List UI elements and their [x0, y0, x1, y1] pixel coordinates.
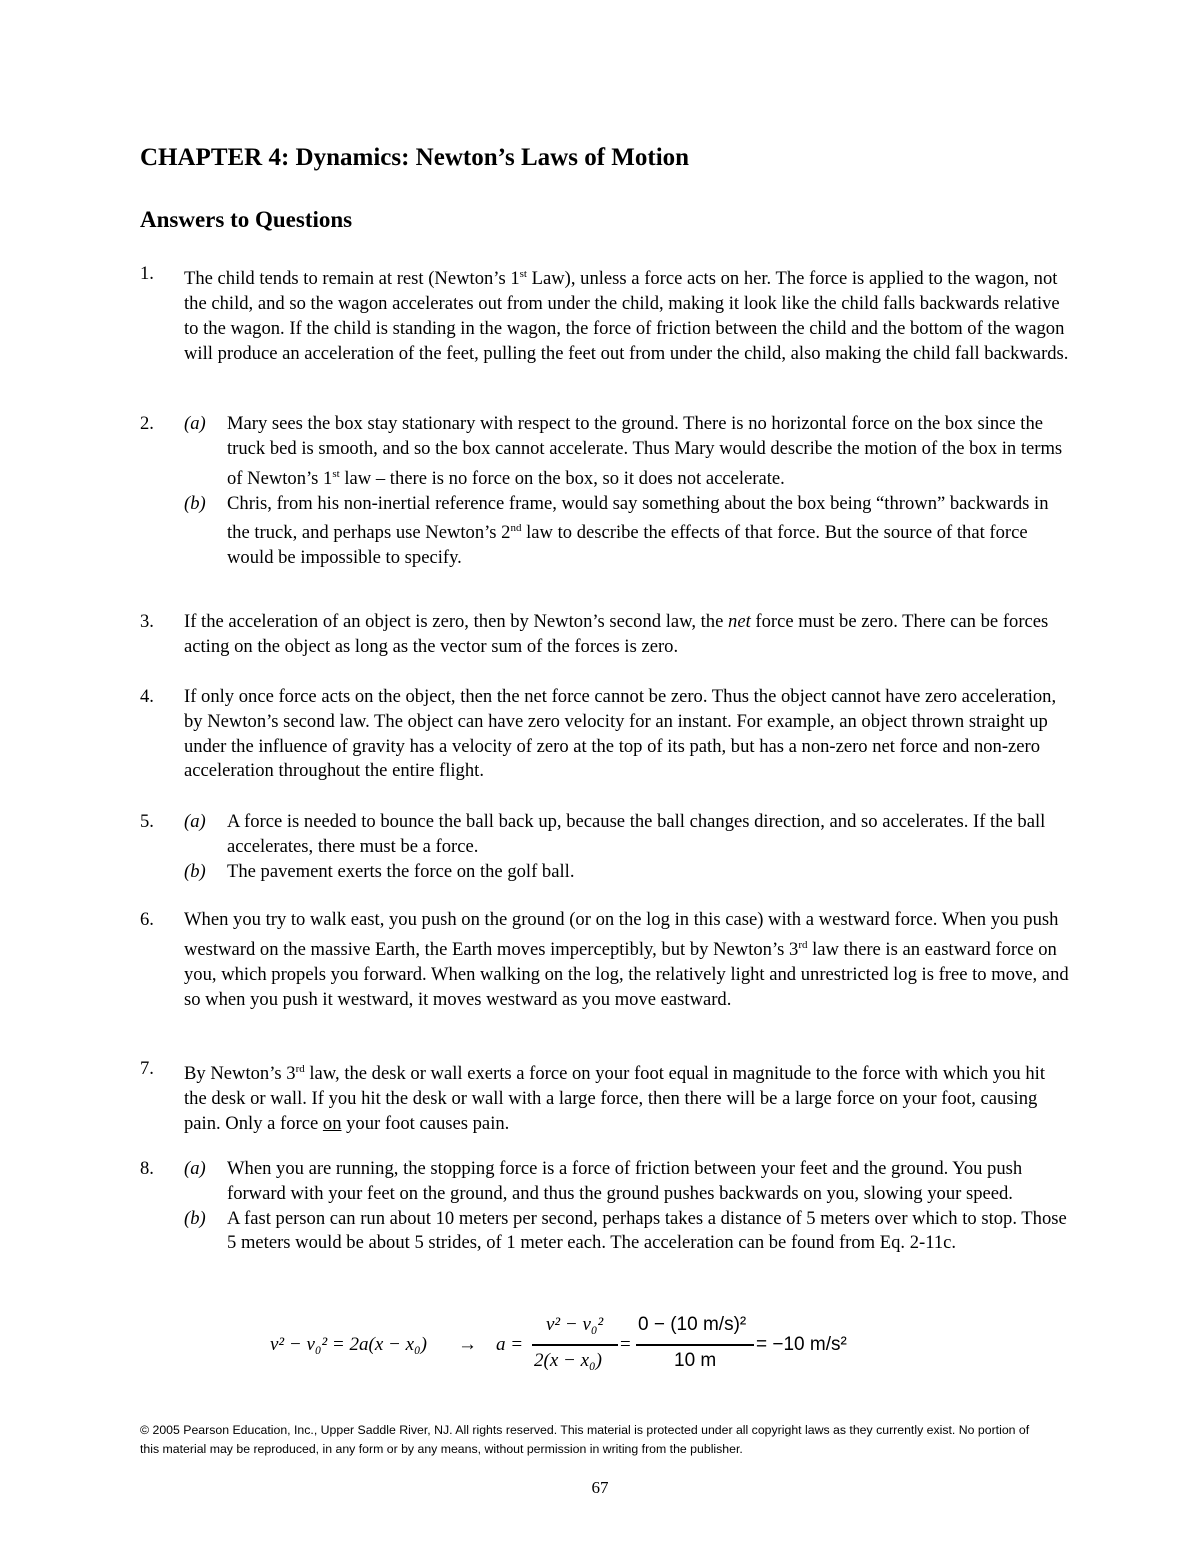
equation-lhs: v² − v₀² = 2a(x − x₀)	[270, 1334, 427, 1355]
part-label: (b)	[184, 1207, 206, 1229]
fraction-2-bar	[636, 1344, 754, 1346]
question-number: 7.	[140, 1058, 154, 1079]
question-number: 1.	[140, 263, 154, 284]
equals-sign: =	[620, 1334, 631, 1355]
answer-part-b: (b) A fast person can run about 10 meters per second, perhaps takes a distance of 5 meters over which to stop. Those 5 meters would be about 5 strides, of 1 meter each. The acceleration can be found from Eq. 2-11c.	[184, 1207, 1067, 1254]
answer-text: If the acceleration of an object is zero, then by Newton’s second law, the net force must be zero. There can be forces acting on the object as long as the vector sum of the forces is zero.	[184, 611, 1049, 657]
fraction-1-denominator: 2(x − x₀)	[534, 1350, 602, 1371]
arrow-icon: →	[458, 1334, 477, 1355]
fraction-1-numerator: v² − v₀²	[546, 1314, 604, 1335]
fraction-2-numerator: 0 − (10 m/s)²	[638, 1314, 747, 1335]
question-number: 3.	[140, 611, 154, 632]
question-number: 6.	[140, 909, 154, 930]
question-number: 2.	[140, 413, 154, 434]
answer-part-b: (b) The pavement exerts the force on the golf ball.	[184, 860, 1070, 885]
kinematics-equation	[270, 1312, 890, 1382]
question-5	[140, 810, 1070, 884]
question-8	[140, 1157, 1070, 1256]
fraction-2-denominator: 10 m	[674, 1350, 717, 1371]
question-6	[140, 908, 1070, 1012]
answer-part-a: (a) When you are running, the stopping force is a force of friction between your feet and the ground. You push forward with your feet on the ground, and thus the ground pushes backwards on you, slowing your speed.	[184, 1158, 1023, 1204]
fraction-1-bar	[532, 1344, 618, 1346]
section-title: Answers to Questions	[140, 207, 353, 232]
page-number: 67	[591, 1478, 609, 1497]
chapter-title: CHAPTER 4: Dynamics: Newton’s Laws of Motion	[140, 144, 690, 171]
answer-text: By Newton’s 3rd law, the desk or wall exerts a force on your foot equal in magnitude to the force with which you hit the desk or wall. If you hit the desk or wall with a large force, then there will be a large force on your foot, causing pain. Only a force on your foot causes pain.	[184, 1063, 1045, 1134]
question-number: 5.	[140, 811, 154, 832]
question-3	[140, 610, 1070, 660]
part-label: (b)	[184, 492, 206, 514]
answer-text: If only once force acts on the object, then the net force cannot be zero. Thus the object cannot have zero acceleration, by Newton’s second law. The object can have zero velocity for an instant. For example, an object thrown straight up under the influence of gravity has a velocity of zero at the top of its path, but has a non-zero net force and non-zero acceleration throughout the entire flight.	[184, 686, 1057, 782]
answer-part-b: (b) Chris, from his non-inertial reference frame, would say something about the box being “thrown” backwards in the truck, and perhaps use Newton’s 2nd law to describe the effects of that force. But the source of that force would be impossible to specify.	[184, 492, 1049, 569]
part-label: (a)	[184, 1158, 206, 1179]
answer-text: The child tends to remain at rest (Newton’s 1st Law), unless a force acts on her. The force is applied to the wagon, not the child, and so the wagon accelerates out from under the child, making it look like the child falls backwards relative to the wagon. If the child is standing in the wagon, the force of friction between the child and the bottom of the wagon will produce an acceleration of the feet, pulling the feet out from under the child, also making the child fall backwards.	[184, 268, 1069, 364]
question-number: 4.	[140, 686, 154, 707]
answer-part-a: (a) A force is needed to bounce the ball back up, because the ball changes direction, and so accelerates. If the ball accelerates, there must be a force.	[184, 811, 1046, 857]
answer-part-a: (a) Mary sees the box stay stationary with respect to the ground. There is no horizontal force on the box since the truck bed is smooth, and so the box cannot accelerate. Thus Mary would describe the motion of the box in terms of Newton’s 1st law – there is no force on the box, so it does not accelerate.	[184, 413, 1063, 489]
equation-result: = −10 m/s²	[756, 1334, 847, 1355]
question-2	[140, 412, 1070, 571]
part-label: (a)	[184, 811, 206, 832]
part-label: (b)	[184, 860, 206, 882]
question-4	[140, 685, 1070, 784]
question-7	[140, 1057, 1070, 1137]
copyright-notice: © 2005 Pearson Education, Inc., Upper Saddle River, NJ. All rights reserved. This material is protected under all copyright laws as they currently exist. No portion of this material may be reproduced, in any form or by any means, without permission in writing from the publisher.	[140, 1423, 1030, 1456]
answer-text: When you try to walk east, you push on the ground (or on the log in this case) with a westward force. When you push westward on the massive Earth, the Earth moves imperceptibly, but by Newton’s 3rd law there is an eastward force on you, which propels you forward. When walking on the log, the relatively light and unrestricted log is free to move, and so when you push it westward, it moves westward as you move eastward.	[184, 909, 1069, 1010]
equation-a-label: a =	[496, 1334, 524, 1355]
question-1	[140, 262, 1070, 366]
question-number: 8.	[140, 1158, 154, 1179]
part-label: (a)	[184, 413, 206, 434]
